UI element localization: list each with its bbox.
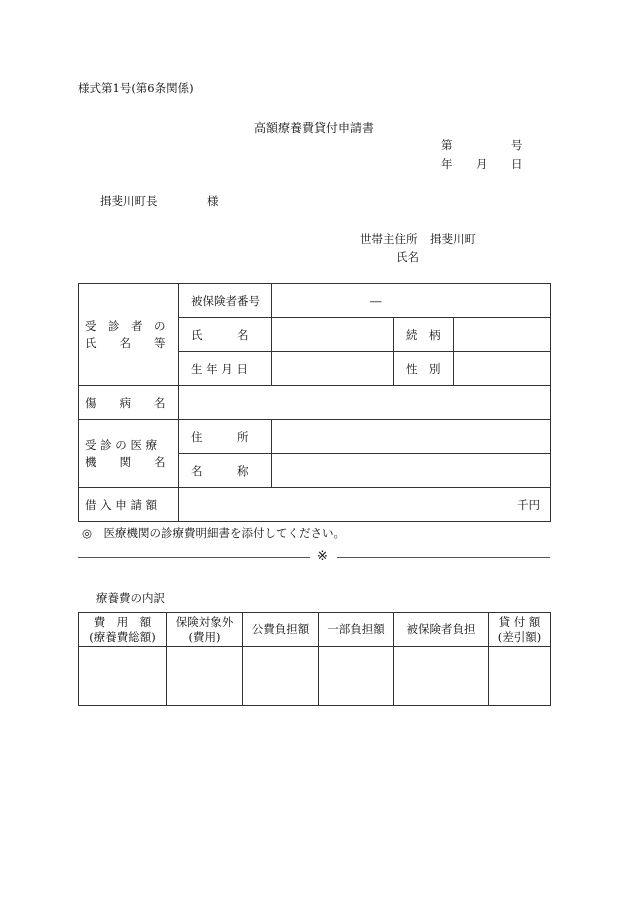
number-dai: 第 <box>441 138 453 152</box>
separator-mark: ※ <box>317 549 328 564</box>
patient-label-cell <box>79 284 179 386</box>
non-insured-field[interactable] <box>167 647 243 706</box>
institution-address-label: 住 所 <box>179 420 272 454</box>
addressee-name: 揖斐川町長 <box>100 194 158 208</box>
disease-field[interactable] <box>179 386 551 420</box>
header-public-burden-line1: 公費負担額 <box>251 622 310 636</box>
separator-line-right <box>337 557 550 558</box>
date-day: 日 <box>511 157 523 171</box>
header-non-insured-line1: 保険対象外 <box>175 614 234 629</box>
relation-label: 続 柄 <box>394 318 454 352</box>
header-loan-amount <box>489 613 551 647</box>
total-cost-field[interactable] <box>79 647 167 706</box>
sex-label: 性 別 <box>394 352 454 386</box>
applicant-address-label: 世帯主住所 <box>360 232 418 246</box>
institution-label-line2: 機 関 名 <box>85 454 166 469</box>
header-total-cost-line1: 費 用 額 <box>93 614 152 629</box>
number-go: 号 <box>511 138 523 152</box>
breakdown-title: 療養費の内訳 <box>96 591 165 605</box>
patient-label-line1: 受 診 者 の <box>85 318 166 333</box>
attachment-note: ◎ 医療機関の診療費明細書を添付してください。 <box>82 526 346 540</box>
insured-number-dash: ― <box>370 293 382 308</box>
form-number: 様式第1号(第6条関係) <box>78 81 194 95</box>
name-field[interactable] <box>272 318 394 352</box>
loan-amount-result-field[interactable] <box>489 647 551 706</box>
loan-amount-label: 借 入 申 請 額 <box>79 488 179 522</box>
document-title: 高額療養費貸付申請書 <box>254 121 375 135</box>
relation-field[interactable] <box>454 318 551 352</box>
header-non-insured <box>167 613 243 647</box>
header-partial-burden-line1: 一部負担額 <box>327 622 385 636</box>
name-label: 氏 名 <box>179 318 272 352</box>
institution-label-line1: 受 診 の 医 療 <box>85 437 158 452</box>
header-insured-burden <box>394 613 489 647</box>
separator-line-left <box>78 557 310 558</box>
header-insured-burden-line1: 被保険者負担 <box>406 622 476 636</box>
insured-number-label: 被保険者番号 <box>179 284 272 318</box>
loan-amount-unit: 千円 <box>517 497 541 512</box>
birthdate-field[interactable] <box>272 352 394 386</box>
institution-name-field[interactable] <box>272 454 551 488</box>
header-loan-amount-line1: 貸 付 額 <box>498 614 541 629</box>
header-total-cost <box>79 613 167 647</box>
patient-label-line2: 氏 名 等 <box>85 335 166 350</box>
header-loan-amount-line2: (差引額) <box>497 629 542 644</box>
header-non-insured-line2: (費用) <box>188 629 221 644</box>
header-public-burden <box>243 613 319 647</box>
partial-burden-field[interactable] <box>319 647 394 706</box>
loan-amount-field[interactable] <box>179 488 551 522</box>
header-partial-burden <box>319 613 394 647</box>
institution-label-cell <box>79 420 179 488</box>
insured-burden-field[interactable] <box>394 647 489 706</box>
sex-field[interactable] <box>454 352 551 386</box>
birthdate-label: 生 年 月 日 <box>179 352 272 386</box>
date-year: 年 <box>441 157 453 171</box>
insured-number-field[interactable] <box>272 284 551 318</box>
institution-address-field[interactable] <box>272 420 551 454</box>
application-table <box>78 283 551 522</box>
institution-name-label: 名 称 <box>179 454 272 488</box>
disease-label: 傷 病 名 <box>79 386 179 420</box>
public-burden-field[interactable] <box>243 647 319 706</box>
applicant-address-value: 揖斐川町 <box>430 232 476 246</box>
cost-breakdown-table <box>78 612 551 706</box>
addressee-honorific: 様 <box>207 194 219 208</box>
applicant-name-label: 氏名 <box>396 250 419 264</box>
date-month: 月 <box>476 157 488 171</box>
header-total-cost-line2: (療養費総額) <box>89 629 156 644</box>
